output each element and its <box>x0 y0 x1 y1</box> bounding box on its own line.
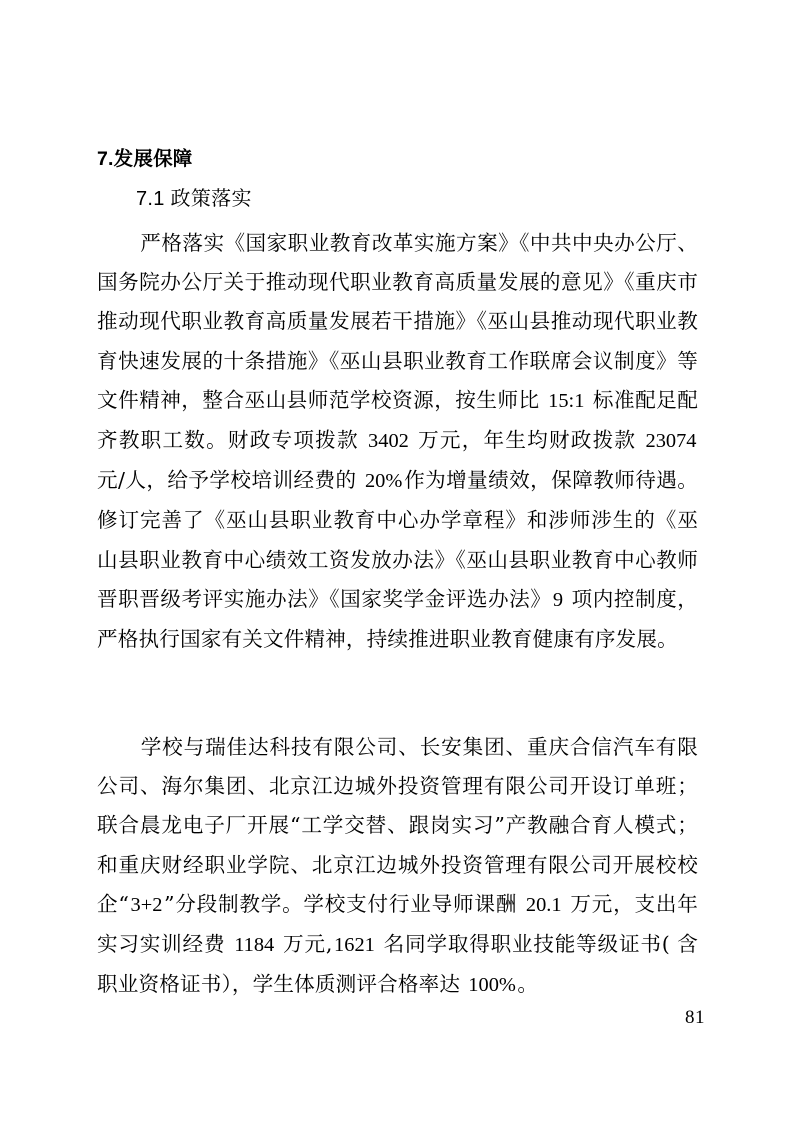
inline-number: 23074 <box>645 430 697 453</box>
paragraph-text: 学校与瑞佳达科技有限公司、长安集团、重庆合信汽车有限公司、海尔集团、北京江边城外投资管理有限公司开设订单班；联合晨龙电子厂开展“工学交替、跟岗实习”产教融合育人模式；和重庆财经职业学院、北京江边城外投资管理有限公司开展校校企“3+2”分段制教学。学校支付行业导师课酬 20.1 万元，支出年实习实训经费 1184 万元,1621 名同学取得职业技能等级证书( 含职业资格证书），学生体质测评合格率达 100%。 <box>97 735 698 997</box>
subsection-heading: 7.1 政策落实 <box>136 188 252 210</box>
inline-number: 15:1 <box>548 389 585 412</box>
inline-number: 3402 <box>368 430 409 453</box>
paragraph-block-1 <box>97 224 698 659</box>
page-number: 81 <box>685 1007 705 1028</box>
inline-number: 20% <box>364 470 403 493</box>
inline-number: 1621 <box>334 934 375 957</box>
inline-number: 1184 <box>234 934 275 957</box>
paragraph-text: 严格落实《国家职业教育改革实施方案》《中共中央办公厅、国务院办公厅关于推动现代职业教育高质量发展的意见》《重庆市推动现代职业教育高质量发展若干措施》《巫山县推动现代职业教育快速发展的十条措施》《巫山县职业教育工作联席会议制度》等文件精神，整合巫山县师范学校资源，按生师比 15:1 标准配足配齐教职工数。财政专项拨款 3402 万元，年生均财政拨款 23074 元/人，给予学校培训经费的 20%作为增量绩效，保障教师待遇。修订完善了《巫山县职业教育中心办学章程》和涉师涉生的《巫山县职业教育中心绩效工资发放办法》《巫山县职业教育中心教师晋职晋级考评实施办法》《国家奖学金评选办法》9 项内控制度，严格执行国家有关文件精神，持续推进职业教育健康有序发展。 <box>97 231 698 652</box>
inline-number: 3+2 <box>130 893 163 916</box>
section-heading: 7.发展保障 <box>97 148 193 170</box>
inline-number: 9 <box>552 588 564 611</box>
inline-number: 100% <box>468 974 516 997</box>
paragraph-school-enterprise-cooperation <box>97 728 698 1005</box>
paragraph-policy-implementation <box>97 224 698 659</box>
paragraph-block-2 <box>97 728 698 1005</box>
inline-number: 20.1 <box>525 893 562 916</box>
